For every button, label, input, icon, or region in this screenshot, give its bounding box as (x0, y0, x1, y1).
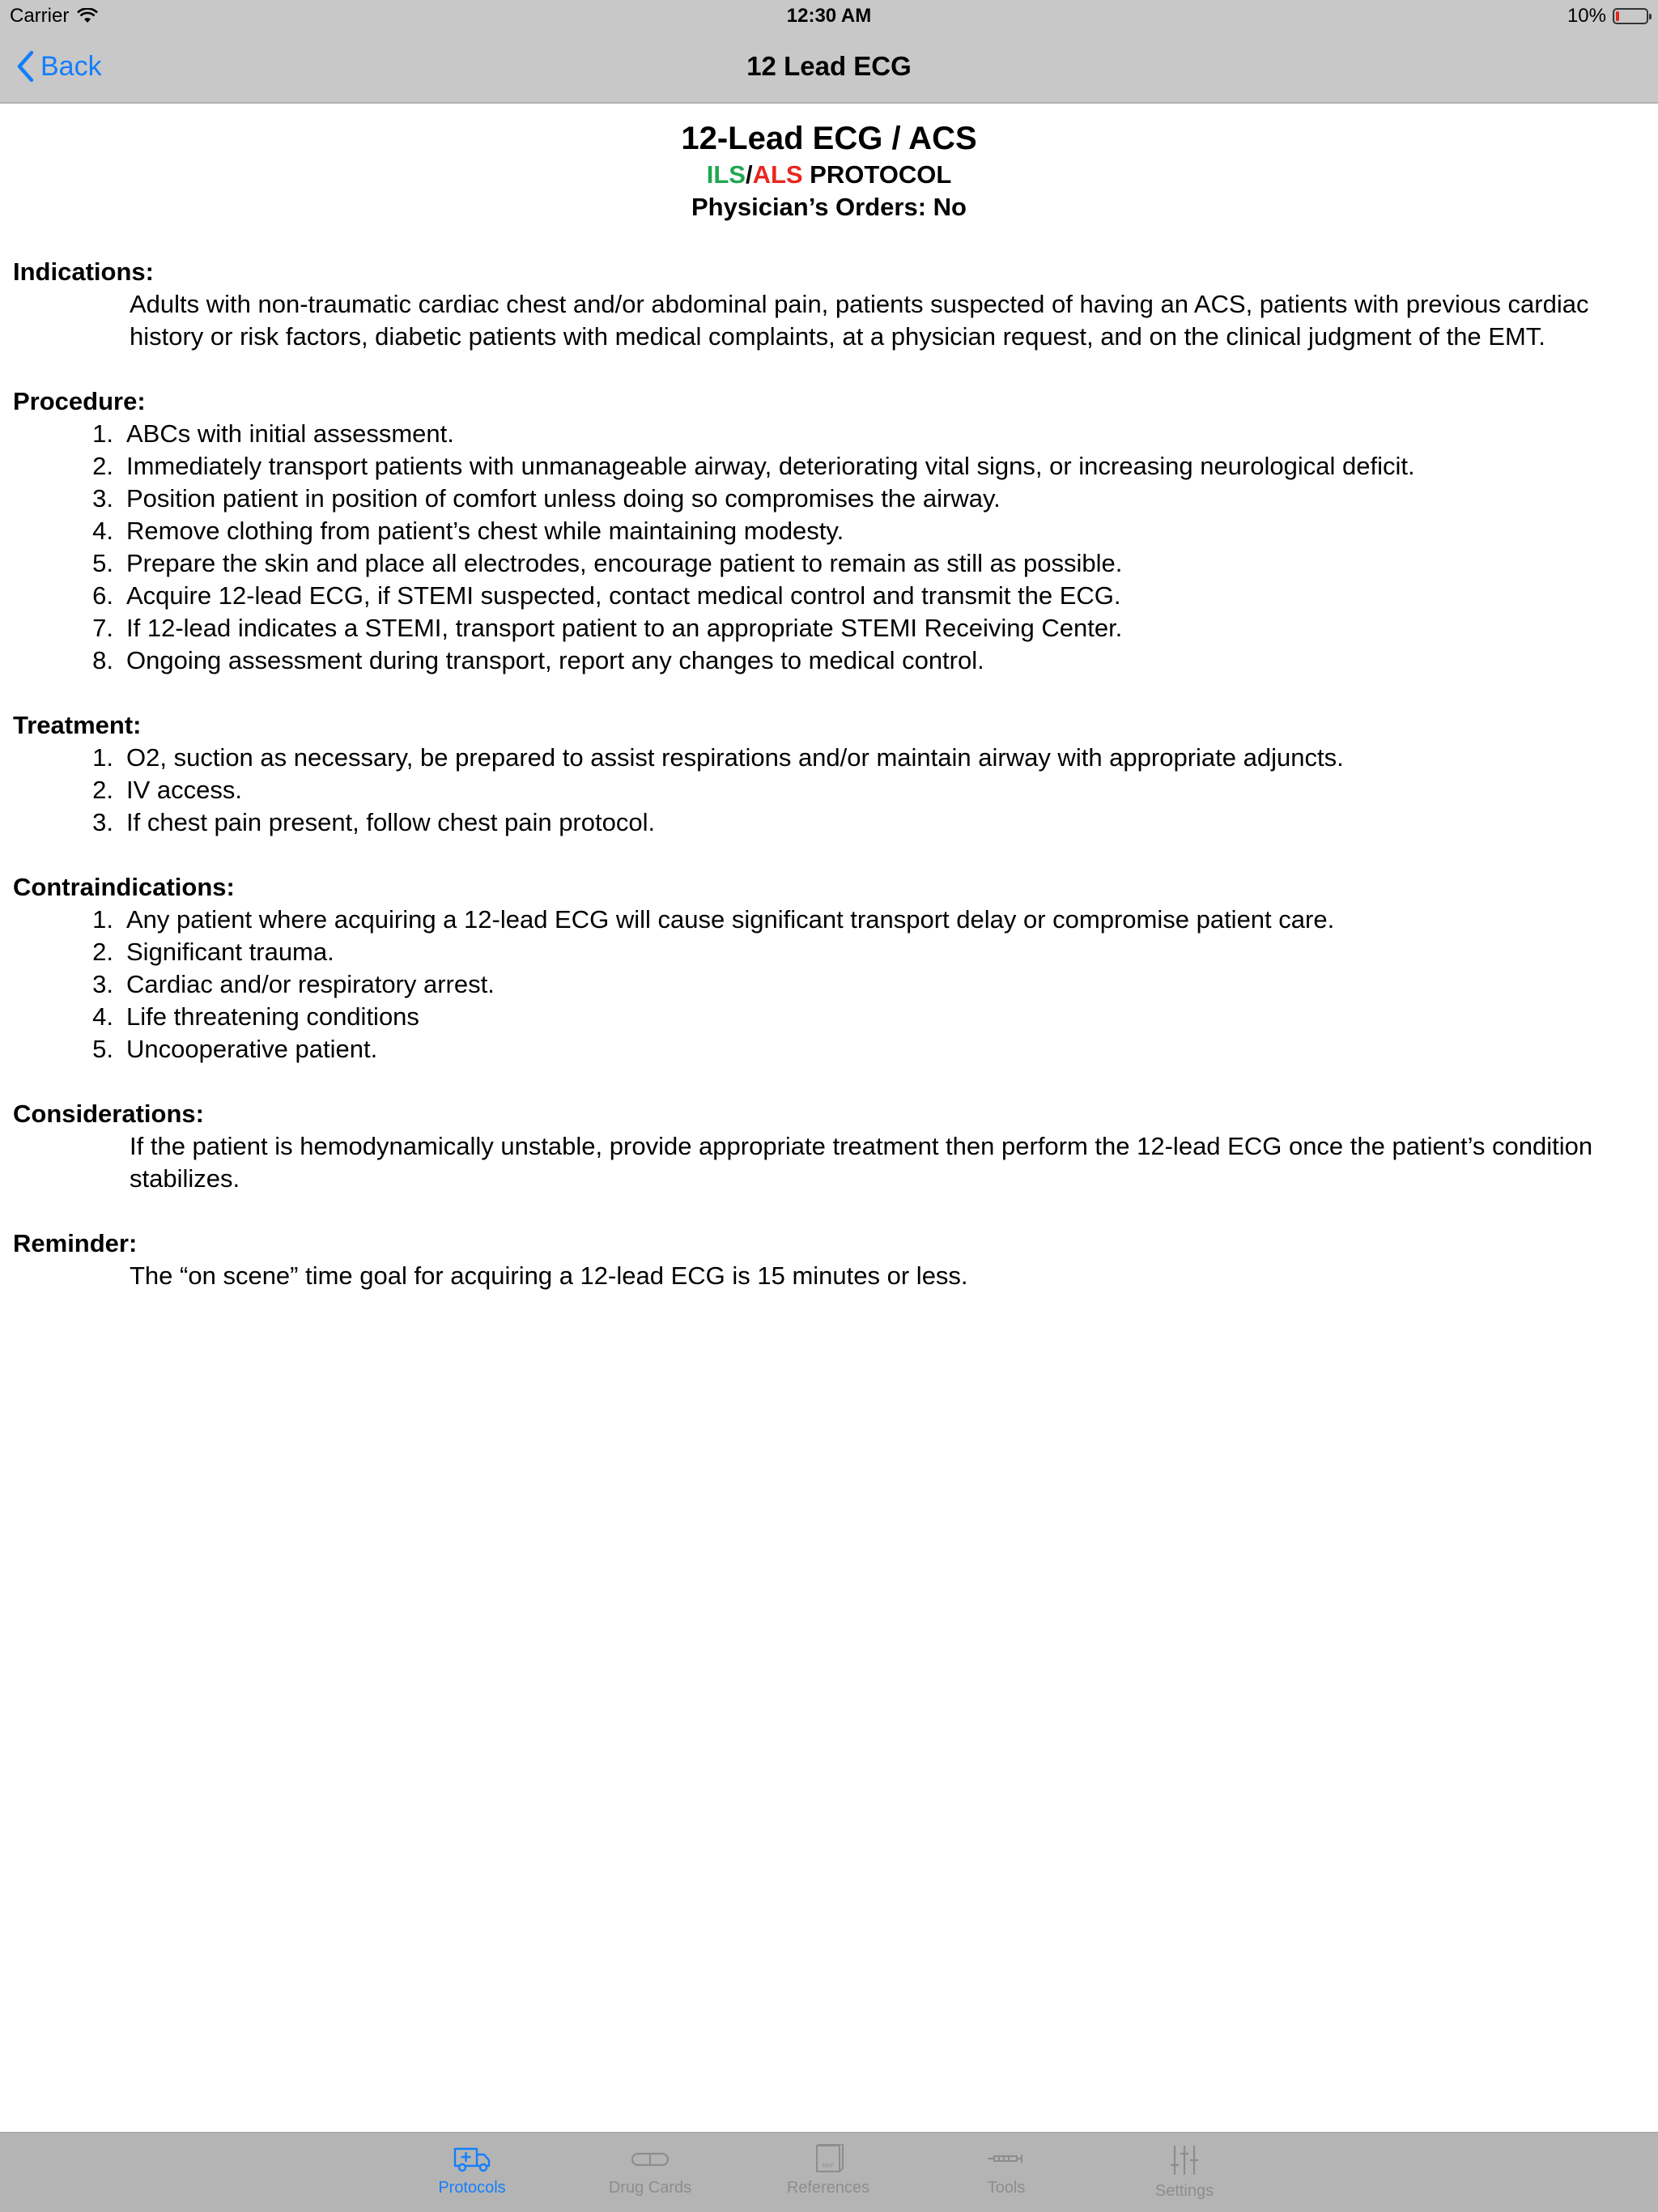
tab-label: Drug Cards (608, 2179, 692, 2197)
tab-label: Settings (1154, 2182, 1214, 2200)
als-label: ALS (752, 160, 803, 189)
battery-icon (1613, 8, 1648, 24)
list-item (13, 1033, 1645, 1066)
list-number: 6. (92, 581, 113, 610)
contraindications-section (13, 871, 1645, 1066)
list-item (13, 936, 1645, 968)
procedure-section (13, 385, 1645, 677)
section-heading: Indications: (13, 257, 154, 286)
list-number: 1. (92, 419, 113, 448)
protocol-document (0, 104, 1658, 2132)
section-heading: Reminder: (13, 1229, 138, 1257)
list-item (13, 742, 1645, 774)
section-heading: Treatment: (13, 711, 142, 739)
indications-text: Adults with non-traumatic cardiac chest and/or abdominal pain, patients suspected of having an ACS, patients with previous cardiac history or risk factors, diabetic patients with medical complaints, at a physician request, and on the clinical judgment of the EMT. (130, 290, 1589, 351)
reference-book-icon (812, 2144, 844, 2173)
list-number: 2. (92, 452, 113, 480)
list-number: 5. (92, 1035, 113, 1063)
pill-icon (630, 2144, 670, 2173)
considerations-section (13, 1098, 1645, 1195)
list-text: Ongoing assessment during transport, report any changes to medical control. (126, 646, 984, 674)
tab-label: Tools (987, 2179, 1026, 2197)
list-number: 3. (92, 808, 113, 836)
status-time: 12:30 AM (786, 5, 872, 27)
list-number: 2. (92, 938, 113, 966)
list-number: 4. (92, 1002, 113, 1031)
back-label: Back (40, 51, 102, 82)
list-number: 3. (92, 970, 113, 998)
list-text: Cardiac and/or respiratory arrest. (126, 970, 495, 998)
contraindications-list (13, 904, 1645, 1066)
list-text: Remove clothing from patient’s chest while maintaining modesty. (126, 517, 844, 545)
document-title: 12-Lead ECG / ACS (681, 121, 977, 156)
carrier-label: Carrier (10, 5, 70, 27)
battery-percent: 10% (1567, 5, 1606, 27)
sliders-icon (1167, 2144, 1202, 2176)
list-text: IV access. (126, 776, 242, 804)
considerations-text: If the patient is hemodynamically unstable, provide appropriate treatment then perform the 12-lead ECG once the patient’s condition stabilizes. (130, 1132, 1593, 1193)
list-item (13, 904, 1645, 936)
list-item (13, 450, 1645, 483)
reminder-section (13, 1227, 1645, 1292)
tab-protocols[interactable] (391, 2144, 553, 2209)
section-heading: Contraindications: (13, 873, 235, 901)
list-text: Acquire 12-lead ECG, if STEMI suspected, contact medical control and transmit the ECG. (126, 581, 1121, 610)
list-item (13, 806, 1645, 839)
tab-bar (0, 2132, 1658, 2212)
list-text: Position patient in position of comfort unless doing so compromises the airway. (126, 484, 1001, 513)
tab-settings[interactable] (1103, 2144, 1265, 2209)
list-item (13, 644, 1645, 677)
list-item (13, 580, 1645, 612)
treatment-section (13, 709, 1645, 839)
list-text: ABCs with initial assessment. (126, 419, 454, 448)
list-number: 1. (92, 743, 113, 772)
svg-text:REF: REF (823, 2163, 834, 2169)
list-text: If chest pain present, follow chest pain protocol. (126, 808, 656, 836)
tab-label: References (786, 2179, 870, 2197)
list-item (13, 418, 1645, 450)
protocol-level (13, 159, 1645, 191)
list-number: 7. (92, 614, 113, 642)
list-number: 8. (92, 646, 113, 674)
list-text: Significant trauma. (126, 938, 334, 966)
battery-level (1616, 11, 1619, 21)
protocol-suffix: PROTOCOL (802, 160, 952, 189)
list-item (13, 515, 1645, 547)
section-heading: Considerations: (13, 1100, 204, 1128)
tab-drug-cards[interactable] (569, 2144, 731, 2209)
navigation-bar (0, 0, 1658, 104)
list-number: 4. (92, 517, 113, 545)
list-text: If 12-lead indicates a STEMI, transport patient to an appropriate STEMI Receiving Center. (126, 614, 1123, 642)
procedure-list (13, 418, 1645, 677)
physician-orders: Physician’s Orders: No (691, 193, 967, 221)
tab-references[interactable] (747, 2144, 909, 2209)
list-item (13, 612, 1645, 644)
ambulance-icon (453, 2144, 491, 2173)
indications-section (13, 256, 1645, 353)
treatment-list (13, 742, 1645, 839)
list-text: Immediately transport patients with unmanageable airway, deteriorating vital signs, or increasing neurological deficit. (126, 452, 1415, 480)
list-text: Uncooperative patient. (126, 1035, 378, 1063)
tab-tools[interactable] (925, 2144, 1087, 2209)
tab-label: Protocols (438, 2179, 506, 2197)
list-number: 1. (92, 905, 113, 934)
protocol-separator: / (745, 160, 753, 189)
list-number: 5. (92, 549, 113, 577)
list-item (13, 483, 1645, 515)
syringe-icon (986, 2144, 1027, 2173)
list-text: O2, suction as necessary, be prepared to assist respirations and/or maintain airway with appropriate adjuncts. (126, 743, 1344, 772)
ils-label: ILS (706, 160, 746, 189)
list-text: Life threatening conditions (126, 1002, 419, 1031)
nav-title: 12 Lead ECG (746, 51, 912, 81)
list-number: 3. (92, 484, 113, 513)
list-item (13, 968, 1645, 1001)
list-text: Any patient where acquiring a 12-lead ECG will cause significant transport delay or compromise patient care. (126, 905, 1335, 934)
list-item (13, 547, 1645, 580)
list-item (13, 1001, 1645, 1033)
list-text: Prepare the skin and place all electrodes, encourage patient to remain as still as possible. (126, 549, 1123, 577)
list-item (13, 774, 1645, 806)
section-heading: Procedure: (13, 387, 146, 415)
reminder-text: The “on scene” time goal for acquiring a 12-lead ECG is 15 minutes or less. (130, 1261, 968, 1290)
status-battery (1567, 3, 1648, 29)
list-number: 2. (92, 776, 113, 804)
